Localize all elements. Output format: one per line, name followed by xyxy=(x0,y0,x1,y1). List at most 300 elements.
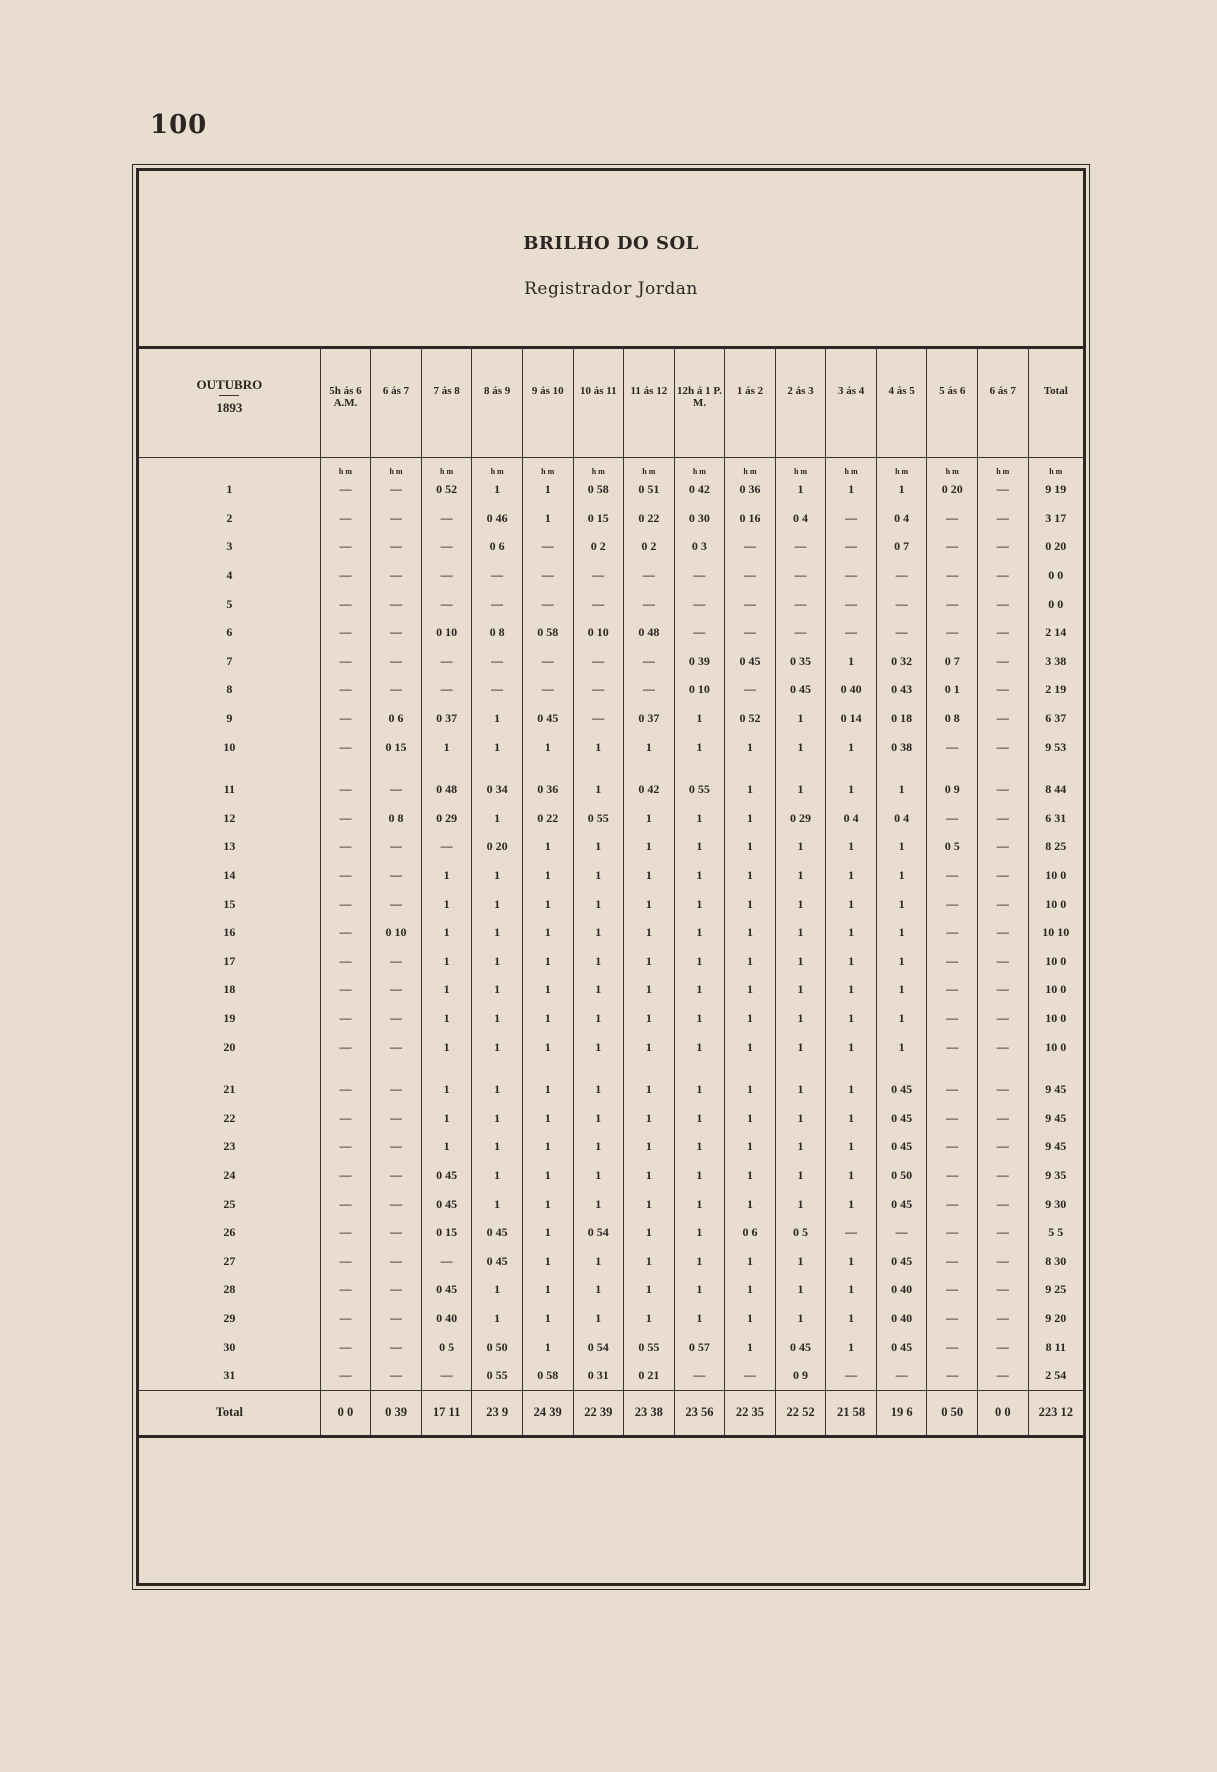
table-row xyxy=(139,704,1083,733)
table-cell: 0 54 xyxy=(573,1218,624,1247)
table-row xyxy=(139,561,1083,590)
table-cell: 9 20 xyxy=(1028,1304,1083,1333)
table-cell: — xyxy=(320,804,371,833)
table-cell: — xyxy=(927,1061,978,1104)
table-row xyxy=(139,833,1083,862)
table-cell: 1 xyxy=(674,1033,725,1062)
year-label: 1893 xyxy=(216,400,243,415)
total-cell: 22 39 xyxy=(573,1390,624,1436)
table-cell: 1 xyxy=(573,1247,624,1276)
day-label: 31 xyxy=(223,1368,236,1383)
table-row xyxy=(139,733,1083,762)
table-row xyxy=(139,504,1083,533)
table-cell: — xyxy=(371,861,422,890)
total-cell: 19 6 xyxy=(876,1390,927,1436)
table-cell: 0 15 xyxy=(573,504,624,533)
total-cell: 23 38 xyxy=(624,1390,675,1436)
table-cell: 0 6 xyxy=(472,533,523,562)
table-cell: 1 xyxy=(421,1033,472,1062)
table-cell: 1 xyxy=(573,861,624,890)
table-row xyxy=(139,533,1083,562)
table-cell: 1 xyxy=(674,861,725,890)
table-cell: 0 51 xyxy=(624,476,675,505)
table-cell: 0 2 xyxy=(573,533,624,562)
table-cell: 0 29 xyxy=(421,804,472,833)
table-cell: 0 45 xyxy=(876,1104,927,1133)
table-cell: — xyxy=(927,1304,978,1333)
table-cell: — xyxy=(927,618,978,647)
table-cell: 1 xyxy=(472,1276,523,1305)
column-header: 9 ás 10 xyxy=(522,347,573,457)
table-cell: — xyxy=(826,618,877,647)
table-cell: 0 45 xyxy=(472,1247,523,1276)
table-cell: 1 xyxy=(674,1004,725,1033)
table-cell: — xyxy=(371,1333,422,1362)
table-cell: 0 5 xyxy=(421,1333,472,1362)
table-cell: 1 xyxy=(522,1033,573,1062)
table-cell: — xyxy=(927,733,978,762)
table-cell: 1 xyxy=(472,918,523,947)
table-cell: — xyxy=(320,1033,371,1062)
table-cell: — xyxy=(371,618,422,647)
day-label: 23 xyxy=(223,1139,236,1154)
table-cell: 0 22 xyxy=(522,804,573,833)
table-cell: — xyxy=(320,1304,371,1333)
table-cell: 0 45 xyxy=(876,1333,927,1362)
table-cell: — xyxy=(927,918,978,947)
table-cell: 1 xyxy=(826,833,877,862)
table-cell: 0 20 xyxy=(472,833,523,862)
day-label: 16 xyxy=(223,925,236,940)
table-cell: — xyxy=(371,1133,422,1162)
table-cell: — xyxy=(927,1247,978,1276)
table-cell: — xyxy=(573,704,624,733)
table-cell: 8 25 xyxy=(1028,833,1083,862)
table-row xyxy=(139,1033,1083,1062)
table-cell: 1 xyxy=(573,947,624,976)
table-cell: — xyxy=(371,1361,422,1390)
table-cell: 1 xyxy=(826,476,877,505)
table-cell: 1 xyxy=(826,1033,877,1062)
day-label: 17 xyxy=(223,953,236,968)
table-cell: — xyxy=(927,1161,978,1190)
table-cell: — xyxy=(927,890,978,919)
table-cell: 0 10 xyxy=(573,618,624,647)
day-label: 24 xyxy=(223,1167,236,1182)
total-cell: 17 11 xyxy=(421,1390,472,1436)
table-cell: 1 xyxy=(775,1061,826,1104)
table-cell: 1 xyxy=(522,1276,573,1305)
table-cell: — xyxy=(927,976,978,1005)
table-cell: — xyxy=(978,1190,1029,1219)
day-label: 6 xyxy=(226,625,233,640)
table-cell: 0 35 xyxy=(775,647,826,676)
unit-label: h m xyxy=(826,457,877,476)
table-cell: — xyxy=(624,676,675,705)
table-cell: 1 xyxy=(522,833,573,862)
table-cell: — xyxy=(371,1033,422,1062)
table-cell: — xyxy=(421,676,472,705)
table-cell: 1 xyxy=(725,947,776,976)
table-cell: 1 xyxy=(472,1304,523,1333)
total-cell: 21 58 xyxy=(826,1390,877,1436)
table-cell: — xyxy=(421,647,472,676)
table-cell: — xyxy=(978,890,1029,919)
table-cell: 0 40 xyxy=(826,676,877,705)
table-cell: — xyxy=(978,1033,1029,1062)
table-cell: 1 xyxy=(421,947,472,976)
column-header: 6 ás 7 xyxy=(978,347,1029,457)
table-cell: — xyxy=(927,561,978,590)
table-cell: 1 xyxy=(674,804,725,833)
table-cell: 0 37 xyxy=(624,704,675,733)
table-cell: 1 xyxy=(674,1133,725,1162)
table-cell: — xyxy=(927,504,978,533)
table-cell: 1 xyxy=(725,861,776,890)
table-cell: — xyxy=(320,1190,371,1219)
table-cell: 1 xyxy=(876,1033,927,1062)
unit-label: h m xyxy=(371,457,422,476)
table-cell: 0 9 xyxy=(927,761,978,804)
unit-label: h m xyxy=(876,457,927,476)
table-cell: 1 xyxy=(775,1190,826,1219)
table-cell: — xyxy=(978,704,1029,733)
table-cell: — xyxy=(320,647,371,676)
table-cell: 10 0 xyxy=(1028,947,1083,976)
table-cell: — xyxy=(775,590,826,619)
table-cell: 1 xyxy=(522,890,573,919)
table-cell: 9 19 xyxy=(1028,476,1083,505)
table-cell: 1 xyxy=(472,890,523,919)
table-cell: 0 4 xyxy=(876,504,927,533)
table-cell: 1 xyxy=(522,1104,573,1133)
table-cell: 0 42 xyxy=(674,476,725,505)
total-cell: 24 39 xyxy=(522,1390,573,1436)
table-cell: 1 xyxy=(725,804,776,833)
table-cell: 1 xyxy=(775,833,826,862)
table-cell: 1 xyxy=(674,890,725,919)
unit-label: h m xyxy=(573,457,624,476)
table-cell: 1 xyxy=(522,733,573,762)
table-cell: 1 xyxy=(624,918,675,947)
table-cell: 1 xyxy=(573,733,624,762)
table-cell: — xyxy=(978,1161,1029,1190)
table-cell: 1 xyxy=(826,1004,877,1033)
table-cell: 0 45 xyxy=(876,1061,927,1104)
table-cell: 0 52 xyxy=(421,476,472,505)
table-cell: 1 xyxy=(826,1304,877,1333)
column-header: 3 ás 4 xyxy=(826,347,877,457)
table-cell: 1 xyxy=(725,1133,776,1162)
table-cell: — xyxy=(826,1218,877,1247)
table-cell: — xyxy=(978,833,1029,862)
table-cell: — xyxy=(978,533,1029,562)
table-cell: 0 48 xyxy=(421,761,472,804)
table-cell: — xyxy=(421,833,472,862)
table-cell: 0 45 xyxy=(522,704,573,733)
table-cell: 1 xyxy=(725,1033,776,1062)
table-cell: 0 1 xyxy=(927,676,978,705)
total-cell: 0 39 xyxy=(371,1390,422,1436)
title-block xyxy=(139,171,1083,349)
unit-label: h m xyxy=(472,457,523,476)
table-cell: — xyxy=(978,918,1029,947)
table-cell: — xyxy=(320,890,371,919)
day-label: 8 xyxy=(226,682,233,697)
table-cell: — xyxy=(320,533,371,562)
table-cell: 1 xyxy=(826,1061,877,1104)
table-cell: — xyxy=(371,833,422,862)
table-cell: — xyxy=(371,1004,422,1033)
table-cell: — xyxy=(826,533,877,562)
table-cell: 0 30 xyxy=(674,504,725,533)
table-cell: 1 xyxy=(421,976,472,1005)
table-cell: — xyxy=(522,676,573,705)
table-cell: — xyxy=(624,561,675,590)
table-cell: — xyxy=(725,676,776,705)
table-cell: 0 43 xyxy=(876,676,927,705)
table-cell: — xyxy=(978,590,1029,619)
table-cell: — xyxy=(421,561,472,590)
day-label: 4 xyxy=(226,568,233,583)
day-label: 2 xyxy=(226,510,233,525)
table-row xyxy=(139,947,1083,976)
table-cell: — xyxy=(978,647,1029,676)
table-cell: — xyxy=(876,618,927,647)
table-cell: 1 xyxy=(624,890,675,919)
table-cell: — xyxy=(522,590,573,619)
table-cell: 1 xyxy=(472,1161,523,1190)
day-label: 10 xyxy=(223,739,236,754)
table-cell: 1 xyxy=(775,1276,826,1305)
column-header: 7 ás 8 xyxy=(421,347,472,457)
table-cell: 1 xyxy=(573,1104,624,1133)
table-cell: — xyxy=(320,476,371,505)
table-cell: 3 38 xyxy=(1028,647,1083,676)
table-row xyxy=(139,1161,1083,1190)
table-cell: — xyxy=(927,1033,978,1062)
table-cell: 9 25 xyxy=(1028,1276,1083,1305)
table-cell: — xyxy=(371,1218,422,1247)
table-cell: — xyxy=(978,504,1029,533)
table-cell: — xyxy=(725,618,776,647)
table-cell: 0 50 xyxy=(472,1333,523,1362)
table-cell: 1 xyxy=(472,733,523,762)
table-cell: 8 11 xyxy=(1028,1333,1083,1362)
table-cell: — xyxy=(725,561,776,590)
table-cell: 1 xyxy=(725,1061,776,1104)
unit-cell-blank xyxy=(139,457,320,476)
table-cell: 9 53 xyxy=(1028,733,1083,762)
table-row xyxy=(139,890,1083,919)
table-cell: 0 45 xyxy=(725,647,776,676)
table-cell: 1 xyxy=(624,947,675,976)
table-cell: — xyxy=(876,590,927,619)
table-cell: — xyxy=(320,1276,371,1305)
table-cell: — xyxy=(876,1218,927,1247)
unit-row xyxy=(139,457,1083,476)
table-cell: 10 0 xyxy=(1028,861,1083,890)
table-cell: 9 30 xyxy=(1028,1190,1083,1219)
total-cell: 223 12 xyxy=(1028,1390,1083,1436)
table-cell: 0 54 xyxy=(573,1333,624,1362)
table-cell: 9 45 xyxy=(1028,1104,1083,1133)
table-cell: 1 xyxy=(573,833,624,862)
table-cell: — xyxy=(320,1361,371,1390)
day-label: 1 xyxy=(226,482,233,497)
table-cell: 0 55 xyxy=(573,804,624,833)
column-header: 10 ás 11 xyxy=(573,347,624,457)
table-cell: 0 21 xyxy=(624,1361,675,1390)
table-cell: 1 xyxy=(826,647,877,676)
table-cell: — xyxy=(826,504,877,533)
table-cell: 0 15 xyxy=(421,1218,472,1247)
table-cell: 1 xyxy=(725,1190,776,1219)
page-subtitle: Registrador Jordan xyxy=(524,279,698,299)
table-cell: 10 10 xyxy=(1028,918,1083,947)
day-label: 26 xyxy=(223,1225,236,1240)
table-cell: 0 45 xyxy=(421,1161,472,1190)
table-cell: 1 xyxy=(624,1104,675,1133)
table-row xyxy=(139,976,1083,1005)
table-cell: 1 xyxy=(472,861,523,890)
table-cell: — xyxy=(573,647,624,676)
table-cell: — xyxy=(320,1333,371,1362)
table-cell: 0 57 xyxy=(674,1333,725,1362)
day-label: 15 xyxy=(223,896,236,911)
table-cell: 1 xyxy=(674,1190,725,1219)
table-row xyxy=(139,1218,1083,1247)
column-header: 5h ás 6 A.M. xyxy=(320,347,371,457)
table-cell: — xyxy=(320,733,371,762)
table-cell: 1 xyxy=(624,1033,675,1062)
table-cell: — xyxy=(371,561,422,590)
table-cell: 0 9 xyxy=(775,1361,826,1390)
table-cell: 1 xyxy=(472,976,523,1005)
table-cell: 1 xyxy=(775,1004,826,1033)
table-cell: — xyxy=(927,1361,978,1390)
table-cell: 0 45 xyxy=(421,1190,472,1219)
table-cell: 1 xyxy=(624,1304,675,1333)
table-cell: — xyxy=(927,1133,978,1162)
total-row xyxy=(139,1390,1083,1436)
table-cell: — xyxy=(978,861,1029,890)
unit-label: h m xyxy=(674,457,725,476)
table-row xyxy=(139,804,1083,833)
table-cell: 1 xyxy=(522,947,573,976)
table-cell: 1 xyxy=(775,704,826,733)
table-cell: 0 58 xyxy=(573,476,624,505)
table-cell: — xyxy=(573,676,624,705)
table-cell: 0 58 xyxy=(522,618,573,647)
total-cell: 23 9 xyxy=(472,1390,523,1436)
table-cell: — xyxy=(927,804,978,833)
table-cell: 1 xyxy=(674,918,725,947)
table-cell: 1 xyxy=(573,1133,624,1162)
table-cell: 1 xyxy=(421,1133,472,1162)
table-cell: — xyxy=(320,833,371,862)
table-cell: 1 xyxy=(573,1004,624,1033)
table-cell: 1 xyxy=(775,918,826,947)
table-cell: 1 xyxy=(522,1133,573,1162)
table-cell: 0 8 xyxy=(472,618,523,647)
table-cell: 0 45 xyxy=(472,1218,523,1247)
table-cell: 1 xyxy=(725,976,776,1005)
table-cell: 0 4 xyxy=(876,804,927,833)
table-cell: — xyxy=(522,561,573,590)
table-cell: — xyxy=(371,504,422,533)
table-cell: — xyxy=(978,947,1029,976)
table-cell: 0 39 xyxy=(674,647,725,676)
table-cell: 10 0 xyxy=(1028,890,1083,919)
table-cell: — xyxy=(320,1061,371,1104)
table-cell: 0 55 xyxy=(624,1333,675,1362)
table-cell: 1 xyxy=(624,1218,675,1247)
table-cell: 1 xyxy=(573,918,624,947)
table-cell: 0 0 xyxy=(1028,561,1083,590)
table-cell: 1 xyxy=(421,918,472,947)
table-cell: 0 40 xyxy=(421,1304,472,1333)
table-cell: 0 37 xyxy=(421,704,472,733)
table-cell: 10 0 xyxy=(1028,976,1083,1005)
table-cell: — xyxy=(876,561,927,590)
table-cell: — xyxy=(573,561,624,590)
day-label: 18 xyxy=(223,982,236,997)
table-cell: 2 54 xyxy=(1028,1361,1083,1390)
table-cell: 8 30 xyxy=(1028,1247,1083,1276)
table-cell: — xyxy=(371,1276,422,1305)
table-cell: — xyxy=(320,861,371,890)
table-cell: 5 5 xyxy=(1028,1218,1083,1247)
table-cell: 0 36 xyxy=(522,761,573,804)
table-cell: 0 45 xyxy=(421,1276,472,1305)
table-row xyxy=(139,918,1083,947)
table-cell: 1 xyxy=(674,1276,725,1305)
table-cell: — xyxy=(775,618,826,647)
day-label: 22 xyxy=(223,1110,236,1125)
table-cell: 1 xyxy=(674,1161,725,1190)
table-row xyxy=(139,1004,1083,1033)
table-cell: — xyxy=(978,1361,1029,1390)
table-cell: 1 xyxy=(876,976,927,1005)
table-cell: — xyxy=(978,618,1029,647)
table-row xyxy=(139,1247,1083,1276)
table-cell: 1 xyxy=(522,476,573,505)
table-cell: — xyxy=(573,590,624,619)
table-cell: 0 40 xyxy=(876,1276,927,1305)
table-cell: — xyxy=(320,704,371,733)
day-label: 27 xyxy=(223,1253,236,1268)
table-cell: 1 xyxy=(624,1161,675,1190)
table-cell: — xyxy=(320,918,371,947)
table-cell: 1 xyxy=(472,1133,523,1162)
table-cell: 0 6 xyxy=(725,1218,776,1247)
day-label: 21 xyxy=(223,1082,236,1097)
table-cell: 1 xyxy=(725,733,776,762)
table-cell: 1 xyxy=(775,476,826,505)
table-cell: 1 xyxy=(624,976,675,1005)
table-cell: — xyxy=(371,1190,422,1219)
unit-label: h m xyxy=(624,457,675,476)
table-cell: 0 45 xyxy=(775,676,826,705)
table-cell: — xyxy=(320,1004,371,1033)
table-cell: 1 xyxy=(472,947,523,976)
table-cell: 1 xyxy=(522,1061,573,1104)
table-cell: — xyxy=(927,1218,978,1247)
month-divider xyxy=(219,395,239,396)
table-cell: — xyxy=(320,618,371,647)
table-cell: — xyxy=(978,733,1029,762)
